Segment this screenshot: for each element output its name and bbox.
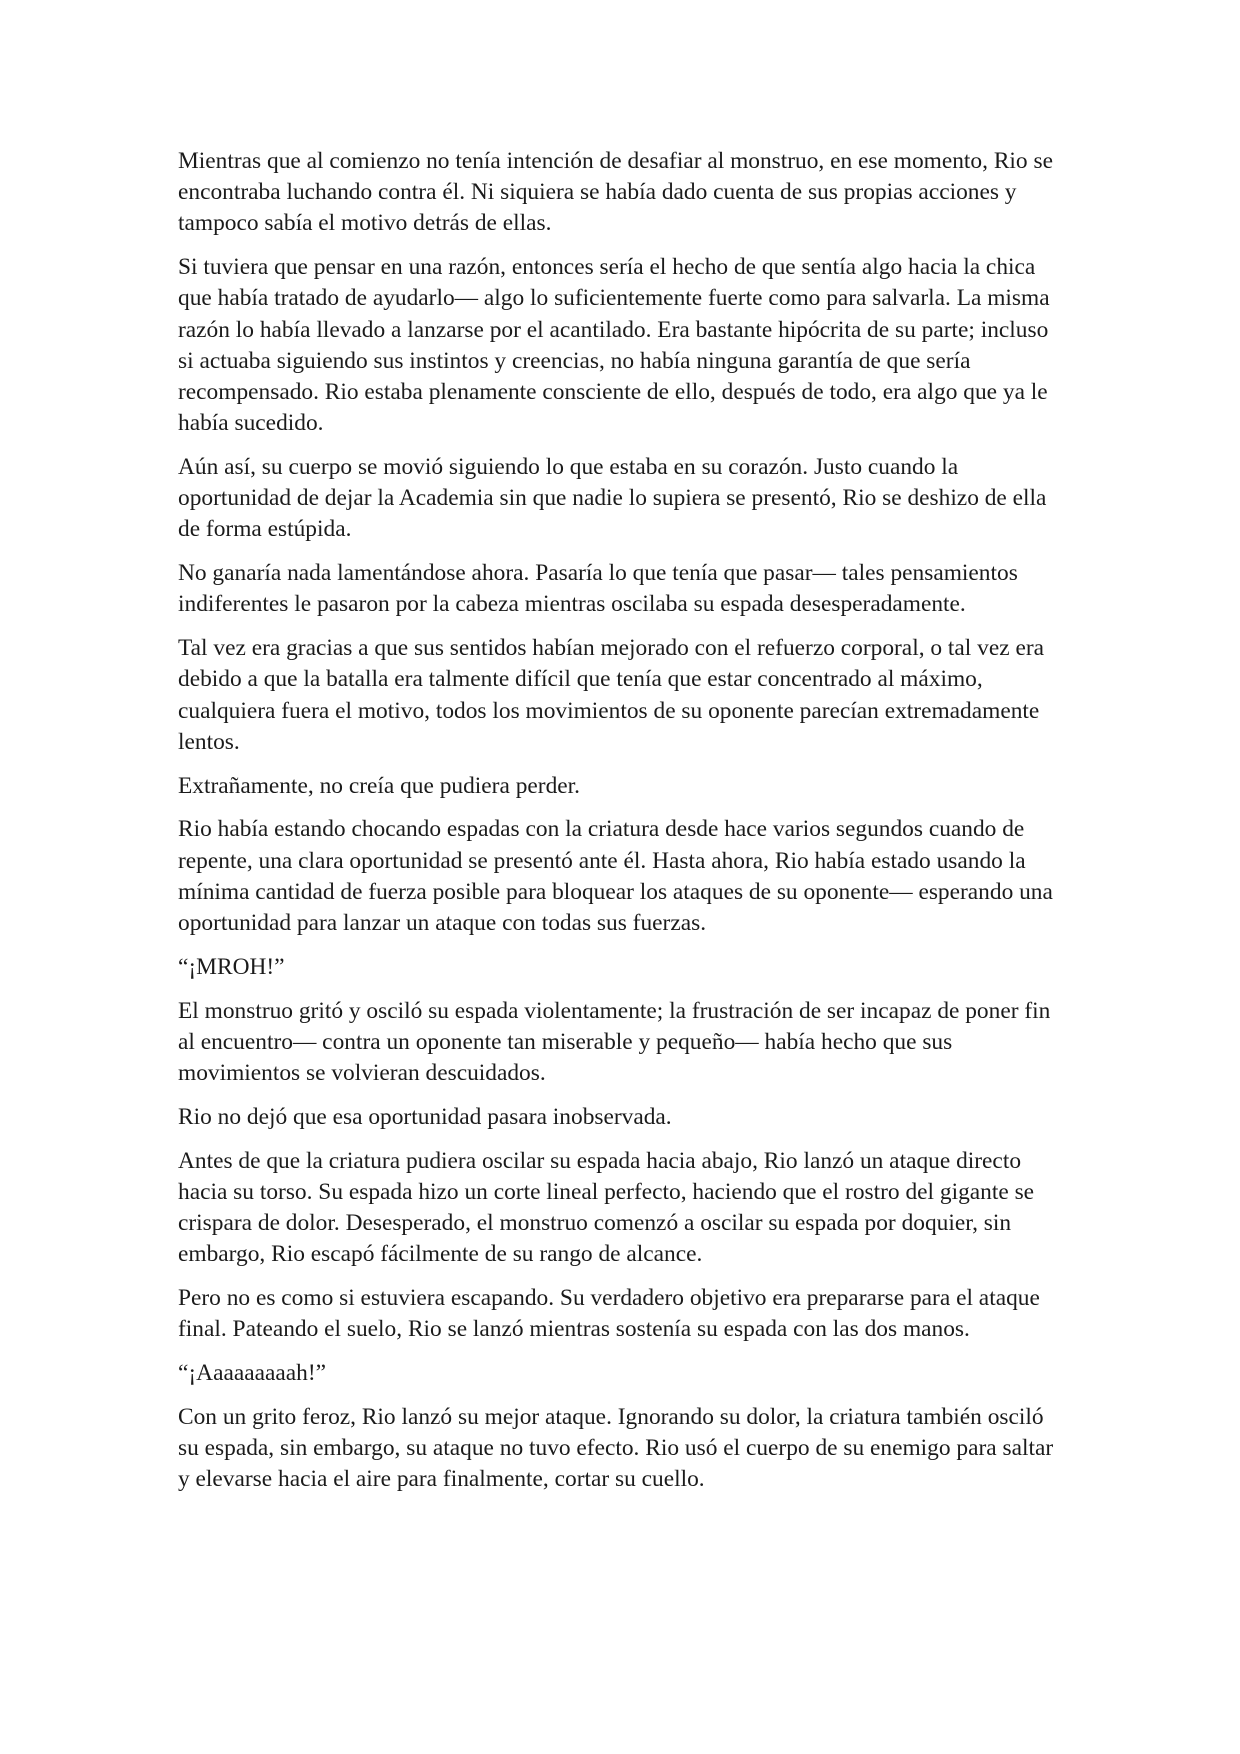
- paragraph: Con un grito feroz, Rio lanzó su mejor ataque. Ignorando su dolor, la criatura también osciló su espada, sin embargo, su ataque no tuvo efecto. Rio usó el cuerpo de su enemigo para saltar y elevarse hacia el aire para finalmente, cortar su cuello.: [178, 1403, 1054, 1493]
- paragraph: Rio no dejó que esa oportunidad pasara inobservada.: [178, 1103, 672, 1130]
- paragraph: No ganaría nada lamentándose ahora. Pasaría lo que tenía que pasar— tales pensamientos indiferentes le pasaron por la cabeza mientras oscilaba su espada desesperadamente.: [178, 560, 1018, 618]
- paragraph: Aún así, su cuerpo se movió siguiendo lo que estaba en su corazón. Justo cuando la oportunidad de dejar la Academia sin que nadie lo supiera se presentó, Rio se deshizo de ella de forma estúpida.: [178, 454, 1047, 543]
- paragraph: El monstruo gritó y osciló su espada violentamente; la frustración de ser incapaz de poner fin al encuentro— contra un oponente tan miserable y pequeño— había hecho que sus movimientos se volvieran descuidados.: [178, 997, 1051, 1087]
- paragraph: Mientras que al comienzo no tenía intención de desafiar al monstruo, en ese momento, Rio se encontraba luchando contra él. Ni siquiera se había dado cuenta de sus propias acciones y tampoco sabía el motivo detrás de ellas.: [178, 148, 1053, 237]
- paragraph: Extrañamente, no creía que pudiera perder.: [178, 772, 580, 799]
- dialogue-line: “¡Aaaaaaaaah!”: [178, 1360, 326, 1387]
- paragraph: Pero no es como si estuviera escapando. Su verdadero objetivo era prepararse para el ataque final. Pateando el suelo, Rio se lanzó mientras sostenía su espada con las dos manos.: [178, 1285, 1040, 1343]
- paragraph: Antes de que la criatura pudiera oscilar su espada hacia abajo, Rio lanzó un ataque directo hacia su torso. Su espada hizo un corte lineal perfecto, haciendo que el rostro del gigante se crispara de dolor. Desesperado, el monstruo comenzó a oscilar su espada por doquier, sin embargo, Rio escapó fácilmente de su rango de alcance.: [178, 1147, 1035, 1268]
- paragraph: Tal vez era gracias a que sus sentidos habían mejorado con el refuerzo corporal, o tal vez era debido a que la batalla era talmente difícil que tenía que estar concentrado al máximo, cualquiera fuera el motivo, todos los movimientos de su oponente parecían extremadamente lentos.: [178, 635, 1045, 755]
- document-page: [178, 146, 1068, 1508]
- paragraph: Rio había estando chocando espadas con la criatura desde hace varios segundos cuando de repente, una clara oportunidad se presentó ante él. Hasta ahora, Rio había estado usando la mínima cantidad de fuerza posible para bloquear los ataques de su oponente— esperando una oportunidad para lanzar un ataque con todas sus fuerzas.: [178, 816, 1053, 937]
- dialogue-line: “¡MROH!”: [178, 953, 285, 980]
- paragraph: Si tuviera que pensar en una razón, entonces sería el hecho de que sentía algo hacia la chica que había tratado de ayudarlo— algo lo suficientemente fuerte como para salvarla. La misma razón lo había llevado a lanzarse por el acantilado. Era bastante hipócrita de su parte; incluso si actuaba siguiendo sus instintos y creencias, no había ninguna garantía de que sería recompensado. Rio estaba plenamente consciente de ello, después de todo, era algo que ya le había sucedido.: [178, 254, 1050, 437]
